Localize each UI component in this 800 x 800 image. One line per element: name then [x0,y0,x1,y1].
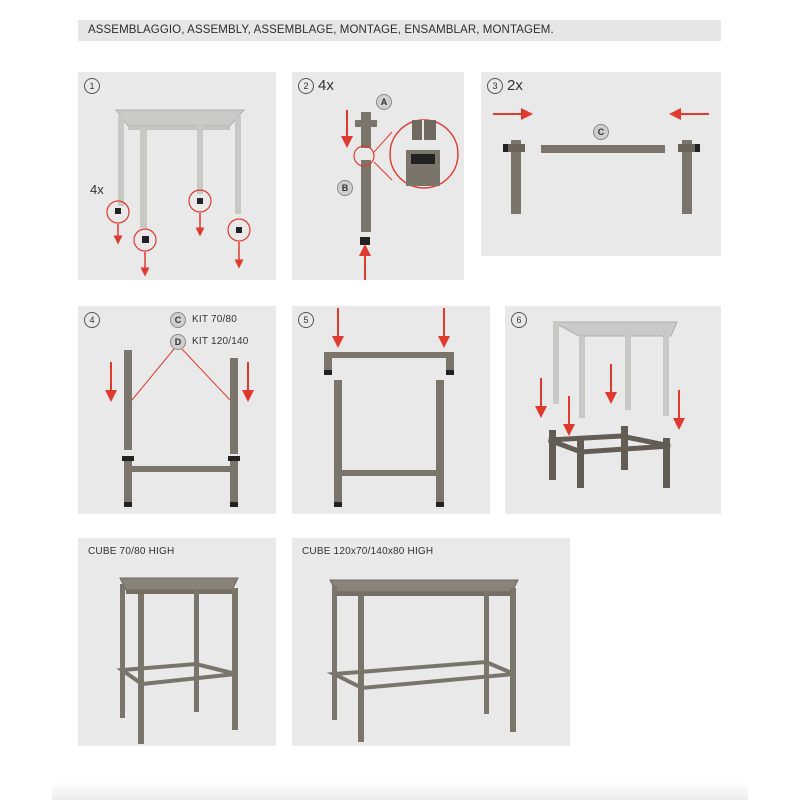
step-4-panel [78,306,276,514]
step-3-panel [481,72,721,256]
step-4-number: 4 [84,312,100,328]
product-cube-120-140-illustration [292,538,570,746]
product-cube-120-140-label: CUBE 120x70/140x80 HIGH [302,546,434,557]
step-5-panel [292,306,490,514]
kit-d-letter: D [170,334,186,350]
kit-c-letter: C [170,312,186,328]
step-2-count: 4x [318,77,334,94]
step-2-number: 2 [298,78,314,94]
kit-c-label: KIT 70/80 [192,314,237,325]
part-c-label: C [593,124,609,140]
step-3-count: 2x [507,77,523,94]
part-b-label: B [337,180,353,196]
step-5-illustration [292,306,490,514]
assembly-header: ASSEMBLAGGIO, ASSEMBLY, ASSEMBLAGE, MONTAGE, ENSAMBLAR, MONTAGEM. [78,20,721,41]
product-cube-70-80-panel [78,538,276,746]
product-cube-70-80-label: CUBE 70/80 HIGH [88,546,175,557]
product-cube-120-140-panel [292,538,570,746]
step-2-panel [292,72,464,280]
step-3-number: 3 [487,78,503,94]
product-cube-70-80-illustration [78,538,276,746]
kit-d-label: KIT 120/140 [192,336,249,347]
bottom-shadow-strip [52,782,748,800]
step-1-number: 1 [84,78,100,94]
part-a-label: A [376,94,392,110]
step-3-illustration [481,72,721,256]
step-1-panel [78,72,276,280]
step-6-number: 6 [511,312,527,328]
step-6-panel [505,306,721,514]
step-1-illustration [78,72,276,280]
step-1-count: 4x [90,182,104,197]
step-5-number: 5 [298,312,314,328]
step-6-illustration [505,306,721,514]
